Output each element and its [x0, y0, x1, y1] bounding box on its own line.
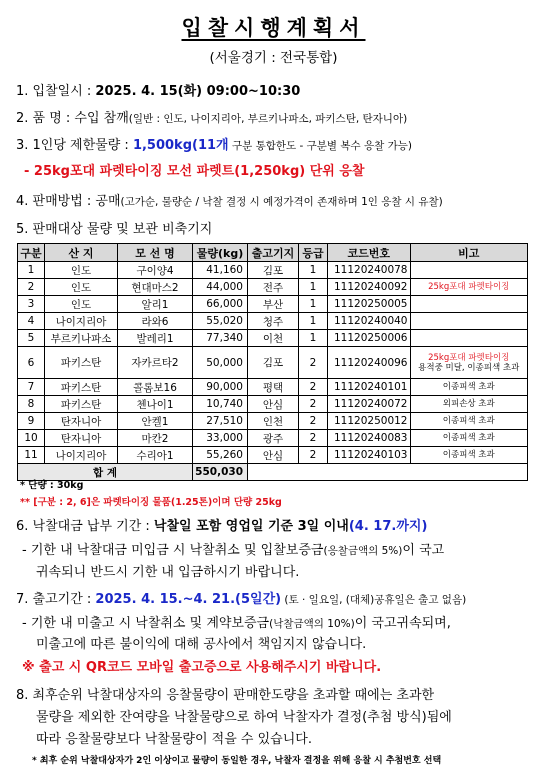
cell-depot: 광주 [248, 430, 299, 447]
table-row [18, 262, 528, 279]
cell-vessel: 현대마스2 [118, 279, 193, 296]
cell-no: 7 [18, 379, 45, 396]
cell-qty: 66,000 [193, 296, 248, 313]
col-header: 모 선 명 [118, 244, 193, 262]
cell-grade: 1 [299, 330, 328, 347]
cell-vessel: 첸나이1 [118, 396, 193, 413]
stock-table [17, 243, 528, 481]
cell-qty: 10,740 [193, 396, 248, 413]
cell-origin: 나이지리아 [45, 447, 118, 464]
cell-no: 1 [18, 262, 45, 279]
item-8-note: * 최후 순위 낙찰대상자가 2인 이상이고 물량이 동일한 경우, 낙찰자 결정을 위해 응찰 시 추첨번호 선택 [32, 756, 442, 766]
cell-code: 11120240078 [328, 262, 411, 279]
col-header: 출고기지 [248, 244, 299, 262]
cell-qty: 77,340 [193, 330, 248, 347]
item-3-limit: 3. 1인당 제한물량 : 1,500kg(11개 구분 통합한도 - 구분별 복수 응찰 가능) [16, 138, 413, 153]
total-label: 합 계 [18, 464, 193, 481]
cell-no: 5 [18, 330, 45, 347]
cell-code: 11120240092 [328, 279, 411, 296]
item-8-line-3: 따라 응찰물량보다 낙찰물량이 적을 수 있습니다. [36, 732, 312, 747]
item-7-sub-1: - 기한 내 미출고 시 낙찰취소 및 계약보증금(낙찰금액의 10%)이 국고귀속되며, [22, 616, 451, 631]
cell-qty: 41,160 [193, 262, 248, 279]
cell-note: 이종피색 초과 [410, 413, 528, 430]
cell-vessel: 수리아1 [118, 447, 193, 464]
cell-origin: 탄자니아 [45, 413, 118, 430]
cell-depot: 김포 [248, 347, 299, 379]
qr-warning: ※ 출고 시 QR코드 모바일 출고증으로 사용해주시기 바랍니다. [22, 660, 382, 675]
table-row [18, 379, 528, 396]
col-header: 산 지 [45, 244, 118, 262]
cell-vessel: 마칸2 [118, 430, 193, 447]
cell-no: 10 [18, 430, 45, 447]
cell-grade: 1 [299, 313, 328, 330]
cell-code: 11120240101 [328, 379, 411, 396]
table-row [18, 279, 528, 296]
cell-code: 11120250012 [328, 413, 411, 430]
cell-depot: 안심 [248, 447, 299, 464]
cell-vessel: 발레리1 [118, 330, 193, 347]
item-7-sub-2: 미출고에 따른 불이익에 대해 공사에서 책임지지 않습니다. [36, 637, 367, 652]
total-value: 550,030 [193, 464, 248, 481]
cell-no: 6 [18, 347, 45, 379]
cell-vessel: 구이양4 [118, 262, 193, 279]
cell-note: 이종피색 초과 [410, 447, 528, 464]
cell-depot: 안심 [248, 396, 299, 413]
cell-code: 11120240096 [328, 347, 411, 379]
item-6-payment: 6. 낙찰대금 납부 기간 : 낙찰일 포함 영업일 기준 3일 이내(4. 17.까지) [16, 519, 428, 534]
col-header: 비고 [410, 244, 528, 262]
cell-vessel: 알리1 [118, 296, 193, 313]
cell-qty: 90,000 [193, 379, 248, 396]
item-6-sub-1: - 기한 내 낙찰대금 미입금 시 낙찰취소 및 입찰보증금(응찰금액의 5%)이 국고 [22, 543, 445, 558]
cell-depot: 청주 [248, 313, 299, 330]
cell-grade: 1 [299, 279, 328, 296]
item-5-heading: 5. 판매대상 물량 및 보관 비축기지 [16, 222, 213, 237]
cell-depot: 이천 [248, 330, 299, 347]
cell-origin: 파키스탄 [45, 396, 118, 413]
cell-note [410, 347, 528, 379]
item-8-line-1: 8. 최후순위 낙찰대상자의 응찰물량이 판매한도량을 초과할 때에는 초과한 [16, 688, 435, 703]
table-row [18, 330, 528, 347]
cell-origin: 탄자니아 [45, 430, 118, 447]
cell-qty: 55,260 [193, 447, 248, 464]
cell-origin: 부르키나파소 [45, 330, 118, 347]
cell-origin: 파키스탄 [45, 347, 118, 379]
table-header-row [18, 244, 528, 262]
cell-depot: 부산 [248, 296, 299, 313]
cell-note: 25kg포대 파렛타이징 [410, 279, 528, 296]
table-row [18, 313, 528, 330]
col-header: 구분 [18, 244, 45, 262]
item-3-pallet-note: - 25kg포대 파렛타이징 모선 파렛트(1,250kg) 단위 응찰 [24, 164, 365, 179]
cell-note: 이종피색 초과 [410, 430, 528, 447]
cell-note: 이종피색 초과 [410, 379, 528, 396]
cell-code: 11120240040 [328, 313, 411, 330]
item-2-product: 2. 품 명 : 수입 참깨(일반 : 인도, 나이지리아, 부르키나파소, 파키스탄, 탄자니아) [16, 111, 408, 126]
cell-depot: 평택 [248, 379, 299, 396]
cell-qty: 55,020 [193, 313, 248, 330]
cell-note: 외피손상 초과 [410, 396, 528, 413]
table-row [18, 430, 528, 447]
note-unit-weight: * 단량 : 30kg [20, 480, 84, 491]
page-title: 입찰시행계획서 [181, 16, 366, 40]
table-row [18, 396, 528, 413]
cell-no: 2 [18, 279, 45, 296]
table-row [18, 413, 528, 430]
cell-note-line: 25kg포대 파렛타이징 [428, 352, 510, 363]
item-7-release-period: 7. 출고기간 : 2025. 4. 15.~4. 21.(5일간) (토 · 일요일, (대체)공휴일은 출고 없음) [16, 592, 467, 607]
cell-grade: 2 [299, 413, 328, 430]
cell-note [410, 262, 528, 279]
cell-code: 11120250006 [328, 330, 411, 347]
cell-depot: 전주 [248, 279, 299, 296]
cell-no: 9 [18, 413, 45, 430]
item-4-sale-method: 4. 판매방법 : 공매(고가순, 물량순 / 낙찰 결정 시 예정가격이 존재하며 1인 응찰 시 유찰) [16, 194, 443, 209]
cell-grade: 2 [299, 379, 328, 396]
cell-code: 11120240072 [328, 396, 411, 413]
cell-note [410, 313, 528, 330]
cell-code: 11120250005 [328, 296, 411, 313]
cell-grade: 2 [299, 447, 328, 464]
cell-origin: 인도 [45, 296, 118, 313]
cell-note-line: 용적중 미달, 이종피색 초과 [418, 362, 520, 373]
cell-qty: 44,000 [193, 279, 248, 296]
page-subtitle: (서울경기 : 전국통합) [209, 50, 338, 66]
cell-note [410, 296, 528, 313]
cell-no: 8 [18, 396, 45, 413]
cell-vessel: 안켈1 [118, 413, 193, 430]
cell-origin: 인도 [45, 262, 118, 279]
table-row [18, 296, 528, 313]
cell-qty: 27,510 [193, 413, 248, 430]
cell-grade: 2 [299, 347, 328, 379]
table-row [18, 347, 528, 379]
table-row [18, 447, 528, 464]
cell-grade: 2 [299, 396, 328, 413]
cell-grade: 2 [299, 430, 328, 447]
col-header: 코드번호 [328, 244, 411, 262]
cell-vessel: 자카르타2 [118, 347, 193, 379]
cell-no: 4 [18, 313, 45, 330]
cell-origin: 파키스탄 [45, 379, 118, 396]
item-6-sub-2: 귀속되니 반드시 기한 내 입금하시기 바랍니다. [36, 565, 300, 580]
total-empty [248, 464, 528, 481]
cell-depot: 김포 [248, 262, 299, 279]
cell-vessel: 라와6 [118, 313, 193, 330]
cell-code: 11120240083 [328, 430, 411, 447]
cell-grade: 1 [299, 296, 328, 313]
cell-note [410, 330, 528, 347]
cell-no: 3 [18, 296, 45, 313]
col-header: 등급 [299, 244, 328, 262]
cell-vessel: 콜롬보16 [118, 379, 193, 396]
table-total-row [18, 464, 528, 481]
item-1-bid-datetime: 1. 입찰일시 : 2025. 4. 15(화) 09:00~10:30 [16, 84, 301, 99]
cell-qty: 50,000 [193, 347, 248, 379]
col-header: 물량(kg) [193, 244, 248, 262]
cell-depot: 인천 [248, 413, 299, 430]
cell-origin: 나이지리아 [45, 313, 118, 330]
cell-origin: 인도 [45, 279, 118, 296]
cell-grade: 1 [299, 262, 328, 279]
cell-no: 11 [18, 447, 45, 464]
cell-code: 11120240103 [328, 447, 411, 464]
note-pallet: ** [구분 : 2, 6]은 파렛타이징 물품(1.25톤)이며 단량 25kg [20, 497, 282, 508]
cell-qty: 33,000 [193, 430, 248, 447]
item-8-line-2: 물량을 제외한 잔여량을 낙찰물량으로 하여 낙찰자가 결정(추첨 방식)됨에 [36, 710, 452, 725]
